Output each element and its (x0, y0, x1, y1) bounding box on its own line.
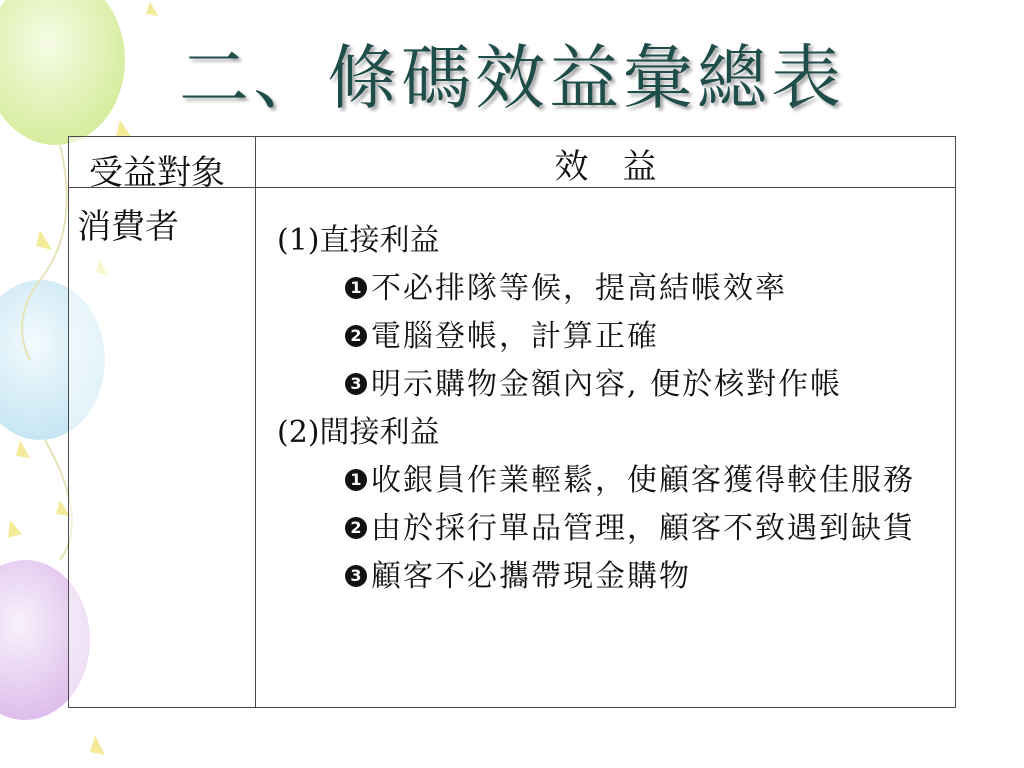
direct-benefit-heading: (1)直接利益 (277, 223, 440, 258)
benefit-text: 由於採行單品管理，顧客不致遇到缺貨 (371, 511, 915, 546)
indirect-benefit-heading: (2)間接利益 (277, 415, 440, 450)
number-badge-icon: 1 (345, 277, 367, 299)
benefit-text: 不必排隊等候，提高結帳效率 (371, 271, 787, 306)
list-item (345, 553, 957, 601)
list-item (345, 313, 957, 361)
list-item (345, 361, 957, 409)
number-badge-icon: 1 (345, 469, 367, 491)
benefit-list (277, 217, 957, 601)
benefit-text: 電腦登帳，計算正確 (371, 319, 659, 354)
list-item (345, 265, 957, 313)
column-divider (255, 137, 256, 707)
header-beneficiary: 受益對象 (89, 153, 225, 193)
page-title: 二、條碼效益彙總表 (179, 37, 845, 119)
list-item (345, 457, 957, 505)
beneficiary-cell: 消費者 (77, 207, 179, 247)
benefit-text: 明示購物金額內容, 便於核對作帳 (371, 367, 843, 402)
number-badge-icon: 3 (345, 373, 367, 395)
list-item (345, 505, 957, 553)
number-badge-icon: 2 (345, 325, 367, 347)
benefit-text: 顧客不必攜帶現金購物 (371, 559, 691, 594)
number-badge-icon: 3 (345, 565, 367, 587)
number-badge-icon: 2 (345, 517, 367, 539)
benefit-text: 收銀員作業輕鬆，使顧客獲得較佳服務 (371, 463, 915, 498)
header-benefit: 效 益 (554, 147, 657, 187)
benefit-table (68, 136, 956, 708)
